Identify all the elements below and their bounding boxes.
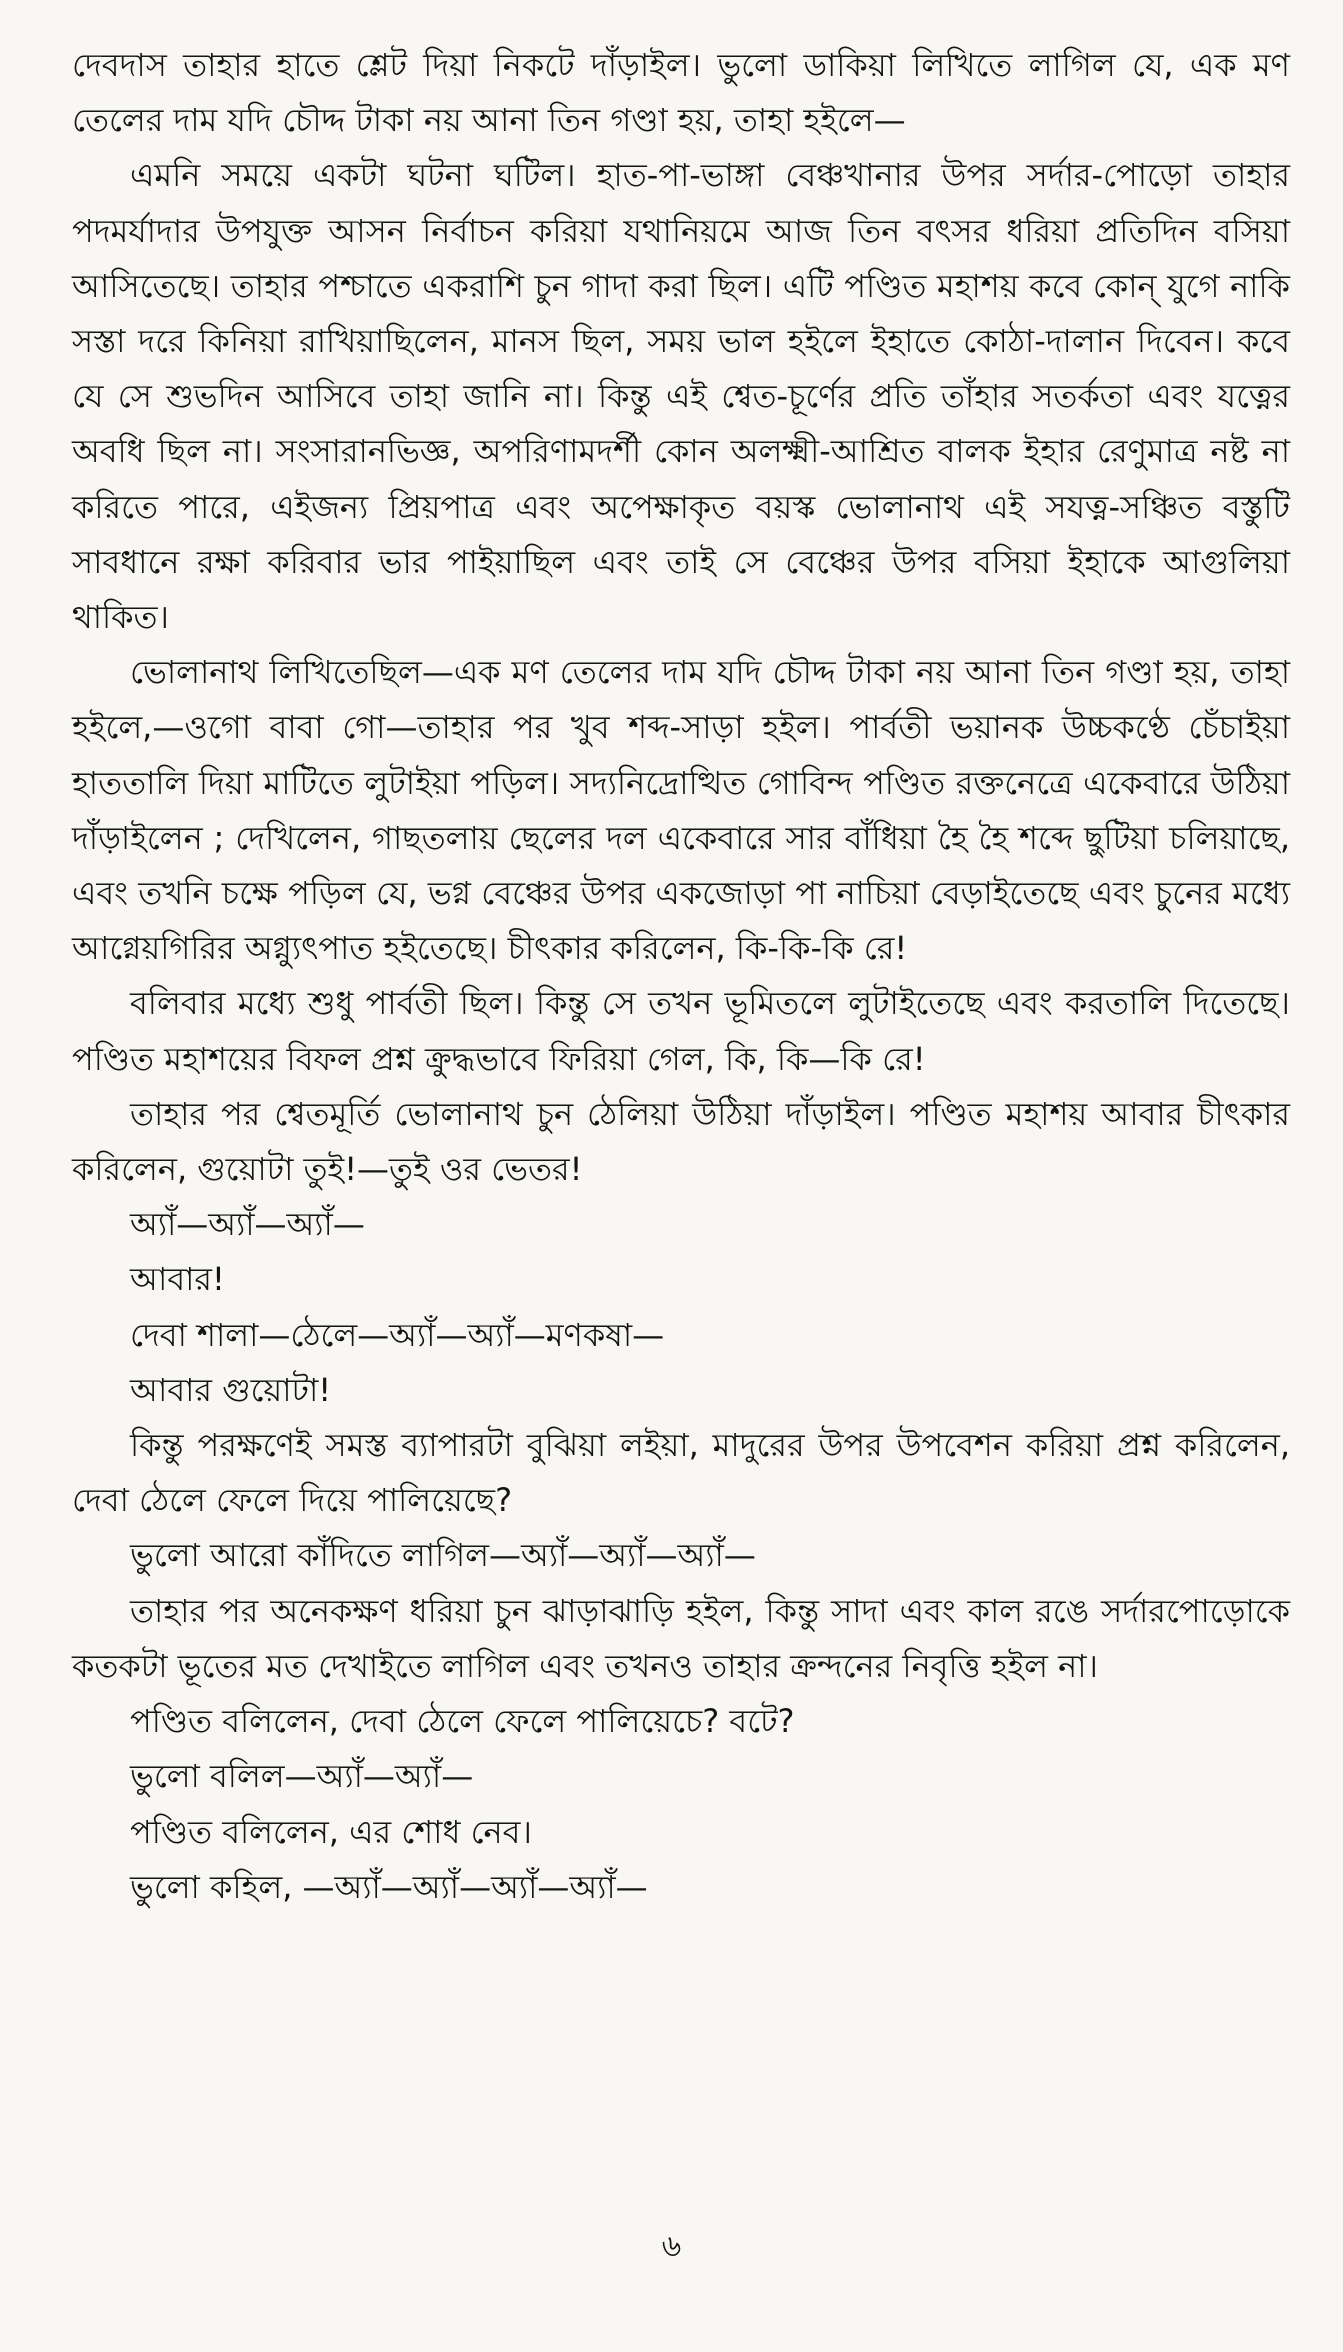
paragraph-2: এমনি সময়ে একটা ঘটনা ঘটিল। হাত-পা-ভাঙ্গা বেঞ্চখানার উপর সর্দার-পোড়ো তাহার পদমর্যাদার উপযুক্ত আসন নির্বাচন করিয়া যথানিয়মে আজ তিন বৎসর ধরিয়া প্রতিদিন বসিয়া আসিতেছে। তাহার পশ্চাতে একরাশি চুন গাদা করা ছিল। এটি পণ্ডিত মহাশয় কবে কোন্ যুগে নাকি সস্তা দরে কিনিয়া রাখিয়াছিলেন, মানস ছিল, সময় ভাল হইলে ইহাতে কোঠা-দালান দিবেন। কবে যে সে শুভদিন আসিবে তাহা জানি না। কিন্তু এই শ্বেত-চূর্ণের প্রতি তাঁহার সতর্কতা এবং যত্নের অবধি ছিল না। সংসারানভিজ্ঞ, অপরিণামদর্শী কোন অলক্ষ্মী-আশ্রিত বালক ইহার রেণুমাত্র নষ্ট না করিতে পারে, এইজন্য প্রিয়পাত্র এবং অপেক্ষাকৃত বয়স্ক ভোলানাথ এই সযত্ন-সঞ্চিত বস্তুটি সাবধানে রক্ষা করিবার ভার পাইয়াছিল এবং তাই সে বেঞ্চের উপর বসিয়া ইহাকে আগুলিয়া থাকিত। bbox=[72, 156, 1290, 637]
paragraph-5: তাহার পর শ্বেতমূর্তি ভোলানাথ চুন ঠেলিয়া উঠিয়া দাঁড়াইল। পণ্ডিত মহাশয় আবার চীৎকার করিলেন, গুয়োটা তুই!—তুই ওর ভেতর! bbox=[72, 1094, 1290, 1189]
page-number: ৬ bbox=[661, 2229, 682, 2264]
dialogue-line-5: ভুলো আরো কাঁদিতে লাগিল—অ্যাঁ—অ্যাঁ—অ্যাঁ— bbox=[130, 1536, 756, 1575]
paragraph-6: কিন্তু পরক্ষণেই সমস্ত ব্যাপারটা বুঝিয়া লইয়া, মাদুরের উপর উপবেশন করিয়া প্রশ্ন করিলেন, দেবা ঠেলে ফেলে দিয়ে পালিয়েছে? bbox=[72, 1426, 1290, 1520]
dialogue-line-6: পণ্ডিত বলিলেন, দেবা ঠেলে ফেলে পালিয়েচে? বটে? bbox=[130, 1702, 795, 1741]
paragraph-1: দেবদাস তাহার হাতে শ্লেট দিয়া নিকটে দাঁড়াইল। ভুলো ডাকিয়া লিখিতে লাগিল যে, এক মণ তেলের দাম যদি চৌদ্দ টাকা নয় আনা তিন গণ্ডা হয়, তাহা হইলে— bbox=[72, 46, 1290, 140]
dialogue-line-2: আবার! bbox=[130, 1260, 225, 1299]
paragraph-3: ভোলানাথ লিখিতেছিল—এক মণ তেলের দাম যদি চৌদ্দ টাকা নয় আনা তিন গণ্ডা হয়, তাহা হইলে,—ওগো বাবা গো—তাহার পর খুব শব্দ-সাড়া হইল। পার্বতী ভয়ানক উচ্চকণ্ঠে চেঁচাইয়া হাততালি দিয়া মাটিতে লুটাইয়া পড়িল। সদ্যনিদ্রোত্থিত গোবিন্দ পণ্ডিত রক্তনেত্রে একেবারে উঠিয়া দাঁড়াইলেন ; দেখিলেন, গাছতলায় ছেলের দল একেবারে সার বাঁধিয়া হৈ হৈ শব্দে ছুটিয়া চলিয়াছে, এবং তখনি চক্ষে পড়িল যে, ভগ্ন বেঞ্চের উপর একজোড়া পা নাচিয়া বেড়াইতেছে এবং চুনের মধ্যে আগ্নেয়গিরির অগ্ন্যুৎপাত হইতেছে। চীৎকার করিলেন, কি-কি-কি রে! bbox=[72, 653, 1290, 968]
dialogue-line-4: আবার গুয়োটা! bbox=[130, 1370, 332, 1409]
paragraph-4: বলিবার মধ্যে শুধু পার্বতী ছিল। কিন্তু সে তখন ভূমিতলে লুটাইতেছে এবং করতালি দিতেছে। পণ্ডিত মহাশয়ের বিফল প্রশ্ন ক্রুদ্ধভাবে ফিরিয়া গেল, কি, কি—কি রে! bbox=[72, 984, 1290, 1078]
dialogue-line-8: পণ্ডিত বলিলেন, এর শোধ নেব। bbox=[130, 1812, 532, 1851]
paragraph-7: তাহার পর অনেকক্ষণ ধরিয়া চুন ঝাড়াঝাড়ি হইল, কিন্তু সাদা এবং কাল রঙে সর্দারপোড়োকে কতকটা ভূতের মত দেখাইতে লাগিল এবং তখনও তাহার ক্রন্দনের নিবৃত্তি হইল না। bbox=[72, 1591, 1290, 1685]
dialogue-line-1: অ্যাঁ—অ্যাঁ—অ্যাঁ— bbox=[130, 1205, 365, 1244]
dialogue-line-3: দেবা শালা—ঠেলে—অ্যাঁ—অ্যাঁ—মণকষা— bbox=[130, 1315, 665, 1354]
dialogue-line-9: ভুলো কহিল, —অ্যাঁ—অ্যাঁ—অ্যাঁ—অ্যাঁ— bbox=[130, 1867, 648, 1906]
page-body bbox=[72, 38, 1290, 1915]
dialogue-line-7: ভুলো বলিল—অ্যাঁ—অ্যাঁ— bbox=[130, 1757, 474, 1796]
